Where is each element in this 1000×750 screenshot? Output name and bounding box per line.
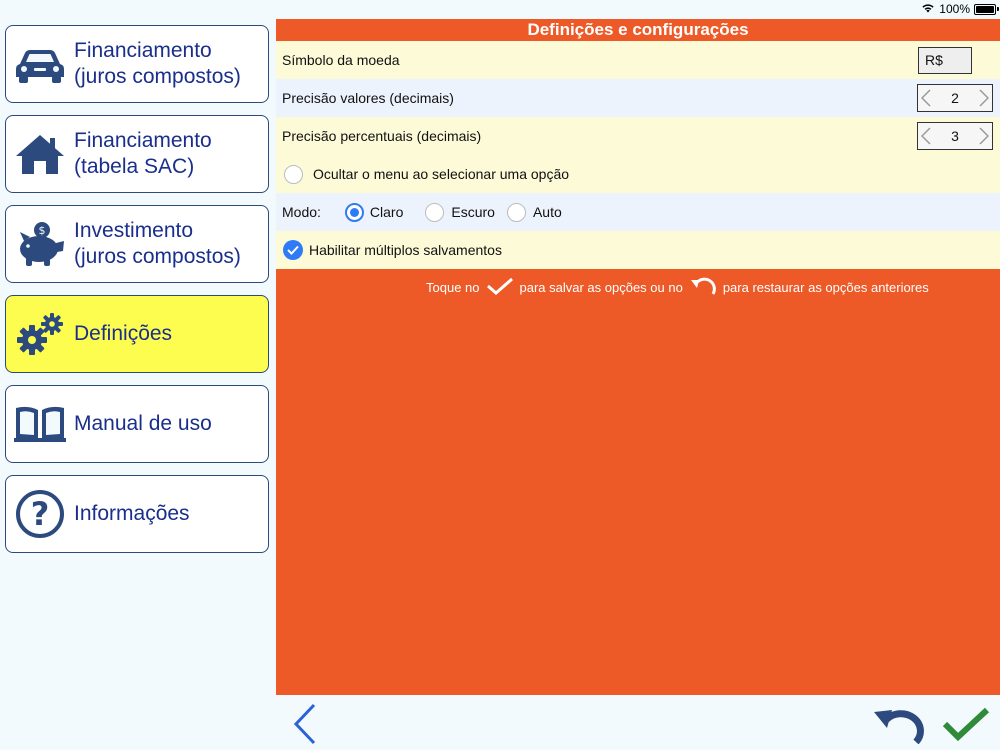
mode-option-label: Escuro	[451, 204, 495, 220]
value-precision-row	[276, 79, 1000, 117]
currency-row	[276, 41, 1000, 79]
gears-icon	[14, 308, 66, 360]
sidebar-item-sublabel: (juros compostos)	[74, 65, 241, 88]
chevron-left-icon[interactable]	[918, 124, 934, 148]
save-hint	[426, 277, 929, 298]
sidebar-item-manual[interactable]	[5, 385, 269, 463]
svg-text:?: ?	[30, 495, 50, 533]
checkmark-icon	[486, 277, 514, 298]
piggy-bank-icon	[14, 218, 66, 270]
sidebar-item-sublabel: (juros compostos)	[74, 245, 241, 268]
sidebar-item-label: Definições	[74, 322, 173, 345]
sidebar-item-investimento[interactable]	[5, 205, 269, 283]
hide-menu-label: Ocultar o menu ao selecionar uma opção	[313, 166, 570, 182]
sidebar-item-label: Investimento	[74, 219, 194, 242]
hint-text: para salvar as opções ou no	[519, 280, 683, 295]
question-icon	[14, 488, 66, 540]
battery-percent: 100%	[939, 2, 970, 16]
settings-panel	[276, 19, 1000, 695]
sidebar	[0, 0, 276, 750]
sidebar-item-informacoes[interactable]	[5, 475, 269, 553]
percent-precision-stepper	[917, 122, 993, 150]
sidebar-item-label: Financiamento	[74, 39, 212, 62]
sidebar-item-definicoes[interactable]	[5, 295, 269, 373]
save-button[interactable]	[942, 706, 990, 742]
mode-radio-escuro[interactable]	[425, 203, 444, 222]
undo-icon	[689, 277, 717, 298]
hide-menu-row	[276, 155, 1000, 193]
sidebar-item-sublabel: (tabela SAC)	[74, 155, 195, 178]
status-indicators	[921, 2, 970, 16]
undo-button[interactable]	[872, 706, 924, 744]
percent-precision-value: 3	[951, 128, 959, 144]
sidebar-item-financiamento-sac[interactable]	[5, 115, 269, 193]
car-icon	[14, 38, 66, 90]
sidebar-item-label: Manual de uso	[74, 412, 212, 435]
chevron-right-icon[interactable]	[976, 124, 992, 148]
svg-text:$: $	[38, 224, 46, 237]
percent-precision-row	[276, 117, 1000, 155]
chevron-right-icon[interactable]	[976, 86, 992, 110]
hide-menu-checkbox[interactable]	[284, 165, 303, 184]
multi-save-checkbox[interactable]	[283, 240, 303, 260]
book-icon	[14, 398, 66, 450]
hint-text: para restaurar as opções anteriores	[722, 280, 929, 295]
currency-symbol-input[interactable]: R$	[918, 47, 972, 74]
mode-option-label: Claro	[369, 204, 404, 220]
chevron-left-icon[interactable]	[918, 86, 934, 110]
mode-radio-auto[interactable]	[507, 203, 526, 222]
value-precision-value: 2	[951, 90, 959, 106]
wifi-icon	[921, 2, 935, 16]
sidebar-item-label: Informações	[74, 502, 190, 525]
back-button[interactable]	[292, 703, 318, 745]
multi-save-label: Habilitar múltiplos salvamentos	[309, 242, 502, 258]
value-precision-stepper	[917, 84, 993, 112]
mode-option-label: Auto	[532, 204, 562, 220]
sidebar-item-label: Financiamento	[74, 129, 212, 152]
value-precision-label: Precisão valores (decimais)	[282, 90, 454, 106]
mode-label: Modo:	[282, 204, 321, 220]
percent-precision-label: Precisão percentuais (decimais)	[282, 128, 482, 144]
mode-radio-claro[interactable]	[345, 203, 364, 222]
hint-text: Toque no	[426, 280, 480, 295]
currency-label: Símbolo da moeda	[282, 52, 400, 68]
mode-row	[276, 193, 1000, 231]
sidebar-item-financiamento-juros[interactable]	[5, 25, 269, 103]
battery-icon	[974, 4, 996, 15]
house-icon	[14, 128, 66, 180]
multi-save-row	[276, 231, 1000, 269]
page-title: Definições e configurações	[527, 20, 749, 39]
